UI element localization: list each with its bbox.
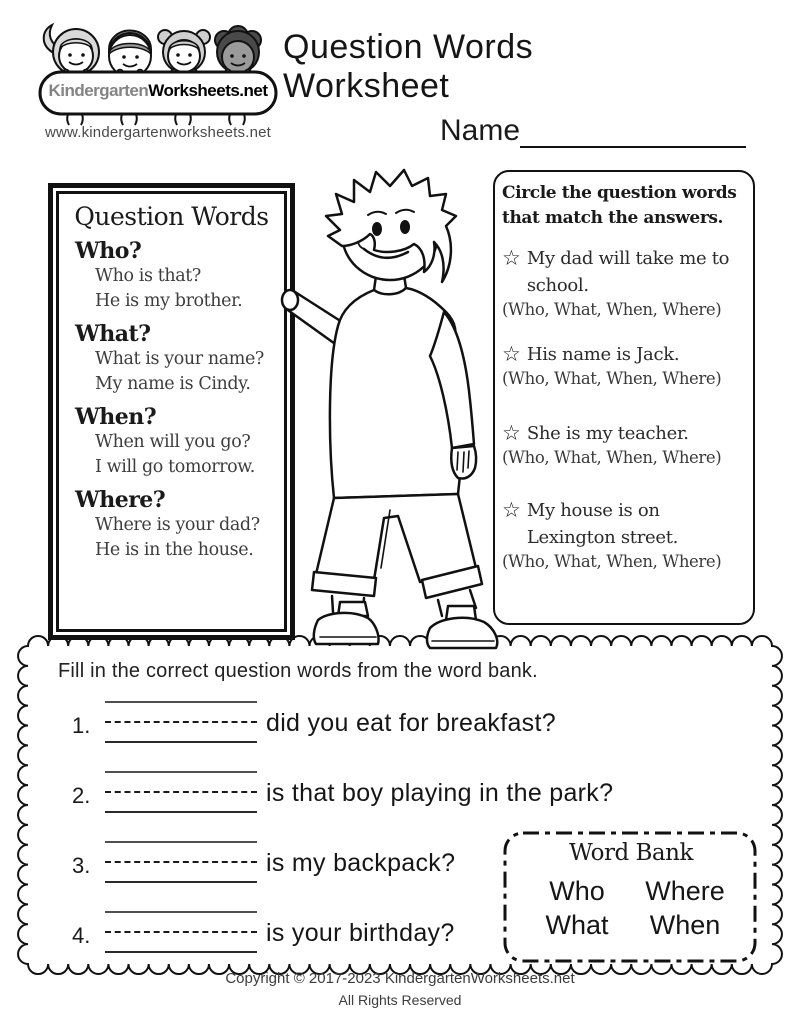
handwriting-top-line [105,701,257,703]
circle-instructions-line1: Circle the question words [502,183,737,203]
handwriting-base-line [105,741,257,743]
site-url: www.kindergartenworksheets.net [44,124,272,141]
handwriting-mid-line [105,791,257,793]
kids-logo-illustration [38,22,278,128]
circle-item-text: She is my teacher. [526,423,689,444]
rights-line: All Rights Reserved [338,992,462,1008]
handwriting-top-line [105,841,257,843]
word-bank-title: Word Bank [569,840,693,866]
reference-question: What is your name? [95,349,264,369]
logo-wordmark [40,81,276,101]
answer-blank [105,771,257,813]
reference-word: What? [75,321,151,347]
question-number: 4. [72,923,91,948]
question-text: is that boy playing in the park? [266,779,614,807]
reference-answer: He is in the house. [95,540,254,560]
word-bank-words [523,876,739,941]
star-icon: ☆ [502,498,521,522]
answer-blank [105,841,257,883]
question-text: did you eat for breakfast? [266,709,556,737]
handwriting-mid-line [105,931,257,933]
reference-entry-who [63,238,280,314]
handwriting-mid-line [105,861,257,863]
handwriting-mid-line [105,721,257,723]
copyright-line: Copyright © 2017-2023 KindergartenWorksheets.net [225,970,575,987]
handwriting-base-line [105,951,257,953]
fill-in-prompt: Fill in the correct question words from the word bank. [58,660,538,682]
fill-in-question-2 [60,771,760,831]
question-number: 1. [72,713,91,738]
page-title: Question Words Worksheet [283,28,534,105]
reference-word: Where? [75,487,166,513]
reference-word: Who? [75,238,142,264]
word-bank-word: Who [549,876,605,906]
handwriting-top-line [105,771,257,773]
reference-answer: I will go tomorrow. [95,457,255,477]
question-text: is your birthday? [266,919,455,947]
circle-item [502,245,746,319]
answer-blank [105,701,257,743]
name-blank-line [520,112,746,148]
circle-item-options: (Who, What, When, Where) [502,552,722,571]
word-bank-word: What [545,910,609,940]
circle-item [502,341,746,388]
logo-wordmark-gray: Kindergarten [48,81,149,100]
question-words-reference-box [48,183,295,640]
handwriting-base-line [105,881,257,883]
reference-entry-what [63,321,280,397]
circle-item-options: (Who, What, When, Where) [502,300,722,319]
reference-question: Who is that? [95,266,201,286]
question-text: is my backpack? [266,849,456,877]
question-words-reference-inner [56,191,287,632]
handwriting-base-line [105,811,257,813]
circle-item-options: (Who, What, When, Where) [502,448,722,467]
handwriting-top-line [105,911,257,913]
star-icon: ☆ [502,342,521,366]
fill-in-question-1 [60,701,760,761]
circle-item-options: (Who, What, When, Where) [502,369,722,388]
boy-illustration [280,150,520,650]
question-number: 2. [72,783,91,808]
word-bank-word: When [649,910,721,940]
reference-box-title: Question Words [74,202,269,231]
reference-question: Where is your dad? [95,515,260,535]
question-number: 3. [72,853,91,878]
star-icon: ☆ [502,246,521,270]
reference-entry-where [63,487,280,563]
word-bank-word: Where [645,876,725,906]
circle-item-text: His name is Jack. [526,344,680,365]
reference-word: When? [75,404,157,430]
circle-item [502,497,746,571]
answer-blank [105,911,257,953]
name-label: Name [440,114,521,147]
circle-instructions-line2: that match the answers. [502,208,724,228]
star-icon: ☆ [502,421,521,445]
name-row [440,112,746,148]
circle-activity-box [493,170,755,625]
reference-answer: My name is Cindy. [95,374,251,394]
circle-item-text: My dad will take me to school. [526,248,730,296]
circle-item-text: My house is on Lexington street. [526,500,679,548]
reference-question: When will you go? [95,432,251,452]
logo-wordmark-black: Worksheets.net [148,81,268,100]
reference-entry-when [63,404,280,480]
circle-item [502,420,746,467]
reference-answer: He is my brother. [95,291,243,311]
